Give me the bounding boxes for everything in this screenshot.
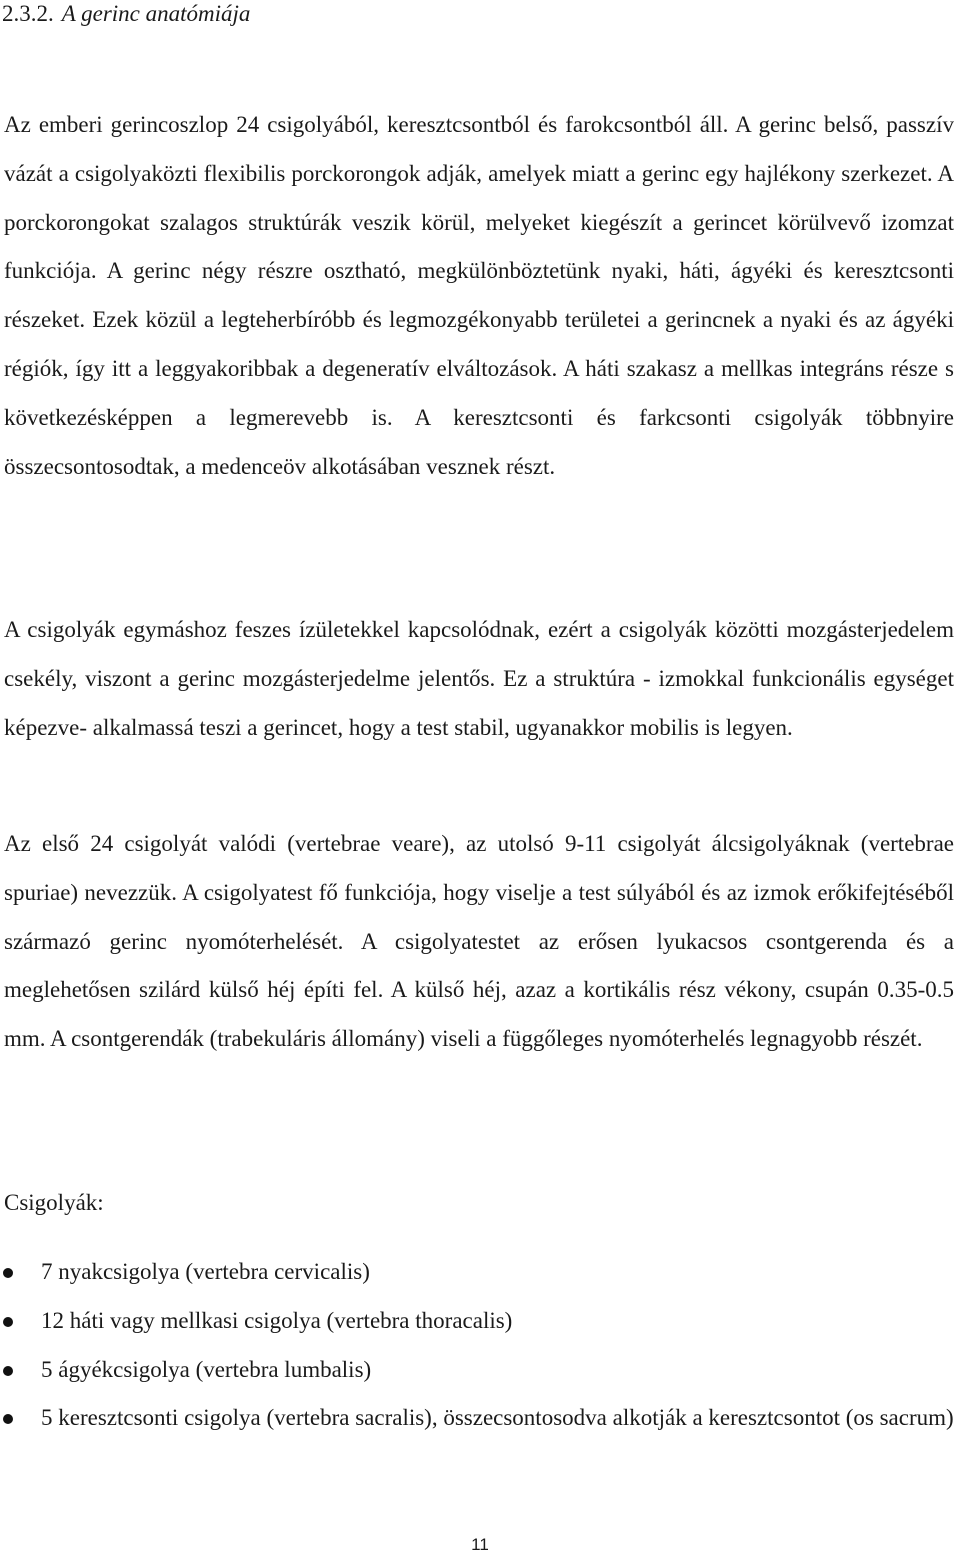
section-heading [2,0,250,32]
list-item [0,1297,958,1346]
bullet-icon [3,1414,13,1424]
vertebrae-list [0,1248,958,1443]
bullet-icon [3,1366,13,1376]
bullet-icon [3,1317,13,1327]
list-item-text: 5 ágyékcsigolya (vertebra lumbalis) [41,1356,372,1382]
paragraph-vertebra-joints: A csigolyák egymáshoz feszes ízületekkel kapcsolódnak, ezért a csigolyák közötti mozgásterjedelem csekély, viszont a gerinc mozgásterjedelme jelentős. Ez a struktúra - izmokkal funkcionális egységet képezve- alkalmassá teszi a gerincet, hogy a test stabil, ugyanakkor mobilis is legyen. [4,617,954,740]
list-item-text: 7 nyakcsigolya (vertebra cervicalis) [41,1259,370,1284]
list-item-text: 5 keresztcsonti csigolya (vertebra sacralis), összecsontosodva alkotják a keresztcsontot (os sacrum) [41,1405,954,1431]
list-item [0,1394,958,1443]
list-item-text: 12 háti vagy mellkasi csigolya (vertebra thoracalis) [41,1307,513,1333]
section-title: A gerinc anatómiája [61,1,251,26]
paragraph-vertebra-body: Az első 24 csigolyát valódi (vertebrae veare), az utolsó 9-11 csigolyát álcsigolyáknak (vertebrae spuriae) nevezzük. A csigolyatest fő funkciója, hogy viselje a test súlyából és az izmok erőkifejtéséből származó gerinc nyomóterhelését. A csigolyatestet az erősen lyukacsos csontgerenda és a meglehetősen szilárd külső héj építi fel. A külső héj, azaz a kortikális rész vékony, csupán 0.35-0.5 mm. A csontgerendák (trabekuláris állomány) viseli a függőleges nyomóterhelés legnagyobb részét. [4,831,954,1052]
paragraph-spine-overview: Az emberi gerincoszlop 24 csigolyából, keresztcsontból és farokcsontból áll. A gerinc belső, passzív vázát a csigolyaközti flexibilis porckorongok adják, amelyek miatt a gerinc egy hajlékony szerkezet. A porckorongokat szalagos struktúrák veszik körül, melyeket kiegészít a gerincet körülvevő izomzat funkciója. A gerinc négy részre osztható, megkülönböztetünk nyaki, háti, ágyéki és keresztcsonti részeket. Ezek közül a legteherbíróbb és legmozgékonyabb területei a gerincnek a nyaki és az ágyéki régiók, így itt a leggyakoribbak a degeneratív elváltozások. A háti szakasz a mellkas integráns része s következésképpen a legmerevebb is. A keresztcsonti és farkcsonti csigolyák többnyire összecsontosodtak, a medenceöv alkotásában vesznek részt. [4,112,954,479]
list-item [0,1248,958,1297]
bullet-icon [3,1268,13,1278]
section-number: 2.3.2. [2,1,54,26]
page-number: 11 [471,1535,489,1554]
list-item [0,1346,958,1395]
vertebrae-list-label: Csigolyák: [4,1190,104,1215]
